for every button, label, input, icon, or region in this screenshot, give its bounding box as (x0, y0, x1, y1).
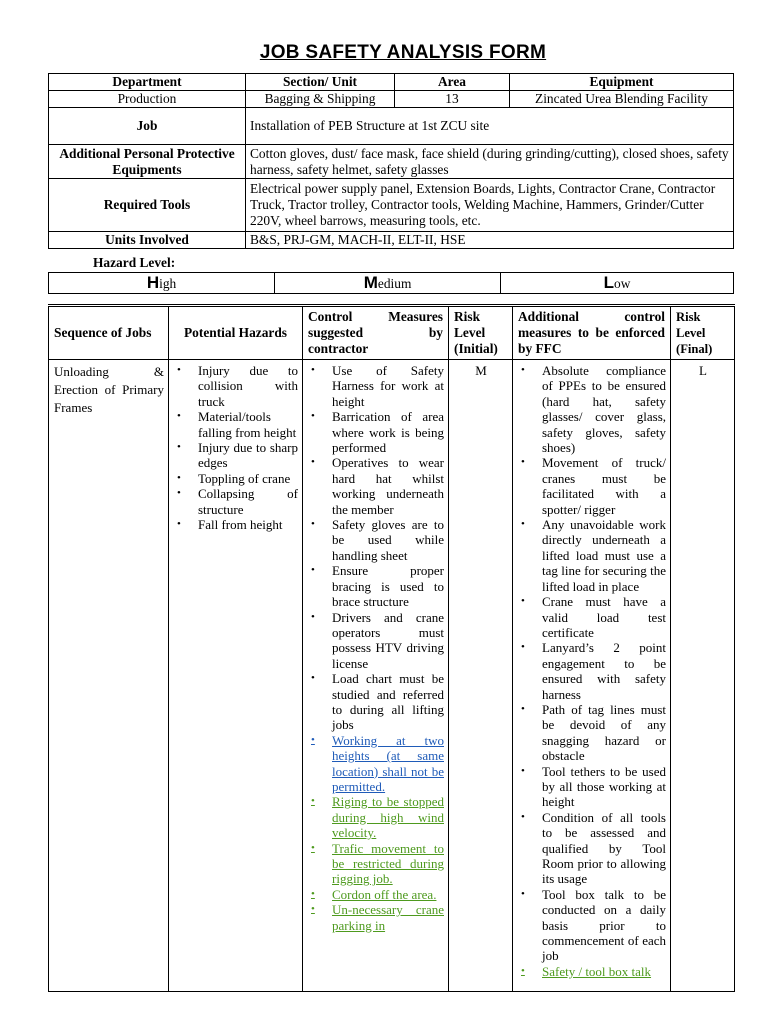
sequence-header: Sequence of Jobs (49, 306, 169, 360)
bullet-icon: • (521, 702, 525, 715)
list-item (308, 887, 444, 902)
bullet-icon: • (521, 810, 525, 823)
list-item-text: Tool box talk to be conducted on a daily basis prior to commencement of each job (542, 886, 666, 964)
list-item (174, 440, 298, 471)
additional-cell (513, 360, 671, 992)
list-item (518, 594, 666, 640)
hazard-level-label: Hazard Level: (93, 255, 176, 270)
list-item-text: Trafic movement to be restricted during rigging job. (332, 840, 444, 887)
bullet-icon: • (177, 364, 181, 376)
form-title: JOB SAFETY ANALYSIS FORM (259, 42, 547, 63)
list-item (174, 363, 298, 409)
list-item-text: Crane must have a valid load test certificate (542, 594, 666, 640)
risk-final-cell: L (671, 360, 735, 992)
list-item-text: Load chart must be studied and referred to during all lifting jobs (332, 671, 444, 733)
equipment-value: Zincated Urea Blending Facility (510, 91, 734, 108)
bullet-icon: • (521, 595, 525, 608)
list-item (174, 409, 298, 440)
risk-initial-header: Risk Level (Initial) (449, 306, 513, 360)
tools-value: Electrical power supply panel, Extension Boards, Lights, Contractor Crane, Contractor Truck, Tractor trolley, Contractor tools, Welding Machine, Hammers, Grinder/Cutter 220V, wheel barrows, measuring tools, etc. (246, 179, 734, 232)
list-item (308, 517, 444, 563)
list-item (518, 702, 666, 764)
list-item (518, 517, 666, 594)
bullet-icon: • (177, 518, 181, 531)
list-item-text: Use of Safety Harness for work at height (332, 363, 444, 409)
list-item (518, 764, 666, 810)
bullet-icon: • (521, 456, 525, 469)
list-item-text: Collapsing of structure (198, 486, 298, 517)
list-item-text: Riging to be stopped during high wind velocity. (332, 794, 444, 841)
bullet-icon: • (177, 441, 181, 454)
list-item-text: Condition of all tools to be assessed and qualified by Tool Room prior to allowing its usage (542, 809, 666, 887)
bullet-icon: • (177, 410, 181, 423)
bullet-icon: • (311, 518, 315, 531)
list-item-text: Operatives to wear hard hat whilst working underneath the member (332, 455, 444, 517)
bullet-icon: • (311, 733, 315, 746)
info-value-row (49, 91, 734, 108)
sequence-cell: Unloading & Erection of Primary Frames (49, 360, 169, 992)
area-header: Area (395, 74, 510, 91)
list-item (308, 733, 444, 795)
list-item (308, 610, 444, 672)
list-item (518, 363, 666, 455)
equipment-header: Equipment (510, 74, 734, 91)
list-item-text: Cordon off the area. (332, 886, 437, 902)
list-item-text: Working at two heights (at same location) shall not be permitted. (332, 732, 444, 794)
list-item-text: Tool tethers to be used by all those working at height (542, 763, 666, 810)
list-item (308, 794, 444, 840)
units-row (49, 232, 734, 249)
list-item-text: Movement of truck/ cranes must be facilitated with a spotter/ rigger (542, 455, 666, 517)
department-header: Department (49, 74, 246, 91)
bullet-icon: • (521, 887, 525, 900)
bullet-icon: • (311, 610, 315, 623)
list-item-text: Injury due to sharp edges (198, 440, 298, 471)
tools-row (49, 179, 734, 232)
bullet-icon: • (177, 487, 181, 500)
job-value: Installation of PEB Structure at 1st ZCU site (246, 108, 734, 145)
bullet-icon: • (521, 764, 525, 777)
ppe-label: Additional Personal Protective Equipments (49, 145, 246, 179)
ppe-value: Cotton gloves, dust/ face mask, face shield (during grinding/cutting), closed shoes, safety harness, safety helmet, safety glasses (246, 145, 734, 179)
list-item-text: Injury due to collision with truck (198, 363, 298, 409)
hazards-header: Potential Hazards (169, 306, 303, 360)
ppe-row (49, 145, 734, 179)
bullet-icon: • (521, 518, 525, 531)
list-item (518, 810, 666, 887)
list-item-text: Material/tools falling from height (198, 409, 297, 440)
risk-initial-cell: M (449, 360, 513, 992)
table-row (49, 360, 735, 992)
bullet-icon: • (521, 964, 525, 977)
list-item (308, 363, 444, 409)
list-item-text: Path of tag lines must be devoid of any snagging hazard or obstacle (542, 701, 666, 764)
list-item (518, 887, 666, 964)
units-label: Units Involved (49, 232, 246, 249)
list-item-text: Safety gloves are to be used while handling sheet (332, 517, 444, 563)
additional-list (518, 363, 666, 979)
bullet-icon: • (177, 471, 181, 484)
list-item (308, 563, 444, 609)
list-item (518, 640, 666, 702)
list-item-text: Toppling of crane (198, 470, 291, 486)
list-item (308, 841, 444, 887)
additional-header: Additional control measures to be enforced by FFC (513, 306, 671, 360)
list-item (174, 471, 298, 486)
bullet-icon: • (311, 887, 315, 900)
job-info-table (48, 73, 734, 249)
tools-label: Required Tools (49, 179, 246, 232)
control-cell (303, 360, 449, 992)
bullet-icon: • (311, 841, 315, 854)
list-item (308, 671, 444, 733)
control-list (308, 363, 444, 933)
bullet-icon: • (521, 364, 525, 376)
bullet-icon: • (311, 410, 315, 423)
bullet-icon: • (521, 641, 525, 654)
bullet-icon: • (311, 795, 315, 808)
section-value: Bagging & Shipping (246, 91, 395, 108)
area-value: 13 (395, 91, 510, 108)
analysis-header-row (49, 306, 735, 360)
hazards-list (174, 363, 298, 532)
section-header: Section/ Unit (246, 74, 395, 91)
job-row (49, 108, 734, 145)
list-item-text: Absolute compliance of PPEs to be ensured (hard hat, safety glasses/ cover glass, safety gloves, safety shoes) (542, 363, 666, 456)
bullet-icon: • (311, 456, 315, 469)
info-header-row (49, 74, 734, 91)
bullet-icon: • (311, 364, 315, 376)
hazard-high: High (49, 273, 275, 294)
job-label: Job (49, 108, 246, 145)
list-item-text: Ensure proper bracing is used to brace structure (332, 563, 444, 610)
list-item-text: Safety / tool box talk (542, 963, 652, 979)
hazard-level-table (48, 272, 734, 294)
list-item-text: Any unavoidable work directly underneath a lifted load must use a tag line for securing the lifted load in place (542, 517, 666, 594)
department-value: Production (49, 91, 246, 108)
risk-final-header: Risk Level (Final) (671, 306, 735, 360)
list-item (308, 409, 444, 455)
list-item (308, 902, 444, 933)
hazard-low: Low (501, 273, 734, 294)
units-value: B&S, PRJ-GM, MACH-II, ELT-II, HSE (246, 232, 734, 249)
hazards-cell (169, 360, 303, 992)
list-item (518, 455, 666, 517)
list-item (174, 486, 298, 517)
list-item (518, 964, 666, 979)
list-item (308, 455, 444, 517)
list-item-text: Lanyard’s 2 point engagement to be ensured with safety harness (542, 640, 666, 702)
list-item-text: Fall from height (198, 517, 283, 533)
list-item-text: Drivers and crane operators must possess HTV driving license (332, 609, 444, 671)
control-header: Control Measures suggested by contractor (303, 306, 449, 360)
bullet-icon: • (311, 672, 315, 685)
hazard-medium: Medium (275, 273, 501, 294)
bullet-icon: • (311, 564, 315, 577)
analysis-table (48, 304, 735, 992)
bullet-icon: • (311, 903, 315, 916)
list-item-text: Un-necessary crane parking in (332, 902, 444, 933)
list-item-text: Barrication of area where work is being performed (332, 409, 444, 456)
list-item (174, 517, 298, 532)
